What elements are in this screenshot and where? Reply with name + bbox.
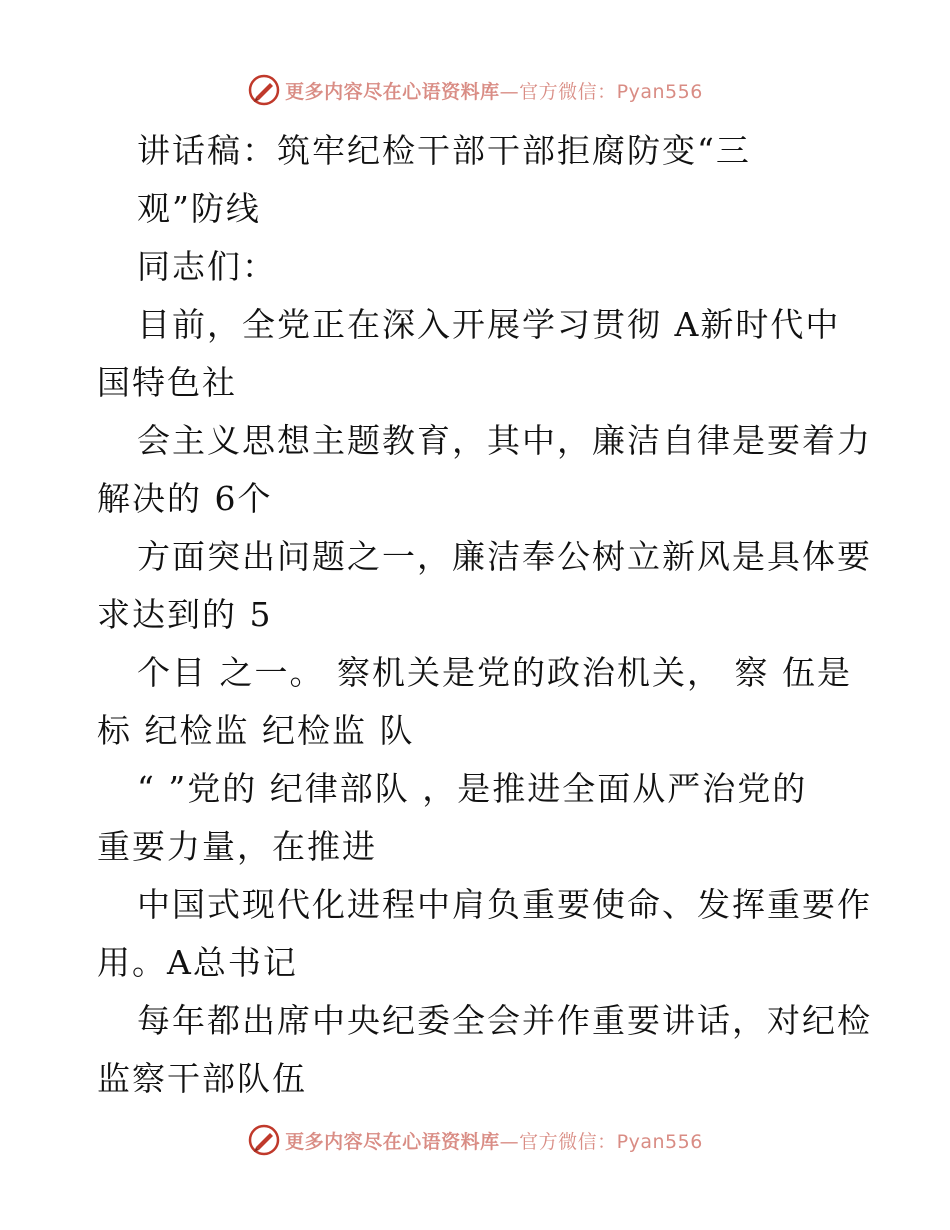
watermark-banner-bottom [0, 1120, 950, 1160]
watermark-separator: — [499, 80, 520, 103]
doc-line: 标 纪检监 纪检监 队 [97, 711, 415, 750]
doc-line: 每年都出席中央纪委全会并作重要讲话，对纪检 [137, 1001, 872, 1040]
watermark-main: 更多内容尽在心语资料库 [285, 80, 500, 103]
watermark-text [285, 1127, 703, 1154]
doc-line: “ ”党的 纪律部队 ，是推进全面从严治党的 [137, 769, 808, 808]
watermark-separator: — [499, 1130, 520, 1153]
watermark-wechat: 官方微信：Pyan556 [519, 1130, 703, 1153]
doc-line: 观”防线 [137, 189, 261, 228]
doc-line: 中国式现代化进程中肩负重要使命、发挥重要作 [137, 885, 872, 924]
pen-logo-icon [247, 73, 281, 107]
doc-line: 同志们： [137, 247, 277, 286]
doc-line: 监察干部队伍 [97, 1059, 307, 1098]
watermark-wechat: 官方微信：Pyan556 [519, 80, 703, 103]
watermark-banner-top [0, 70, 950, 110]
doc-line: 解决的 6个 [97, 479, 273, 518]
doc-line: 用。A总书记 [97, 943, 298, 982]
watermark-main: 更多内容尽在心语资料库 [285, 1130, 500, 1153]
doc-line: 个目 之一。 察机关是党的政治机关， 察 伍是 [137, 653, 852, 692]
doc-line: 国特色社 [97, 363, 237, 402]
doc-line: 讲话稿：筑牢纪检干部干部拒腐防变“三 [137, 131, 751, 170]
doc-line: 目前，全党正在深入开展学习贯彻 A新时代中 [137, 305, 841, 344]
doc-line: 重要力量，在推进 [97, 827, 377, 866]
pen-logo-icon [247, 1123, 281, 1157]
doc-line: 会主义思想主题教育，其中，廉洁自律是要着力 [137, 421, 872, 460]
doc-line: 方面突出问题之一，廉洁奉公树立新风是具体要 [137, 537, 872, 576]
document-body [97, 122, 872, 1108]
watermark-text [285, 77, 703, 104]
doc-line: 求达到的 5 [97, 595, 273, 634]
